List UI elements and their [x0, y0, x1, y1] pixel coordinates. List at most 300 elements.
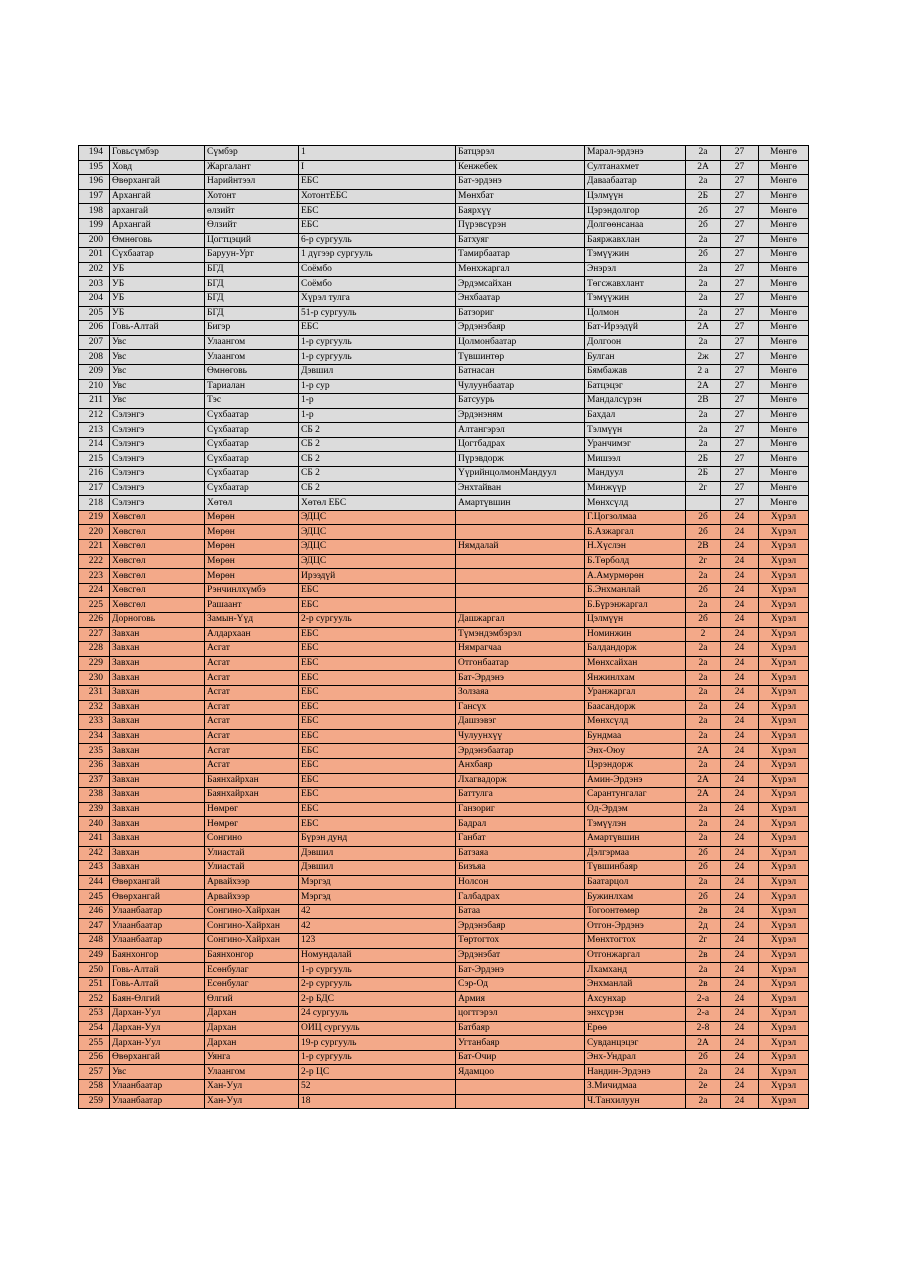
cell-aimag: Завхан	[110, 817, 205, 832]
cell-school: 51-р сургууль	[299, 306, 456, 321]
cell-teacher	[456, 569, 585, 584]
table-row	[79, 291, 809, 306]
cell-sum: Баянхонгор	[205, 948, 299, 963]
table-row	[79, 481, 809, 496]
cell-grade: 2а	[686, 700, 721, 715]
cell-grade: 2а	[686, 598, 721, 613]
cell-grade: 2-а	[686, 992, 721, 1007]
cell-student: Нандин-Эрдэнэ	[585, 1065, 686, 1080]
cell-aimag: Сэлэнгэ	[110, 452, 205, 467]
cell-number: 206	[79, 321, 110, 336]
cell-score: 24	[721, 525, 759, 540]
cell-teacher: цогтгэрэл	[456, 1007, 585, 1022]
cell-student: Төгсжавхлант	[585, 277, 686, 292]
cell-student: Н.Хүслэн	[585, 540, 686, 555]
cell-aimag: Завхан	[110, 802, 205, 817]
cell-aimag: Хөвсгөл	[110, 525, 205, 540]
cell-teacher: Чулуунбаатар	[456, 379, 585, 394]
cell-number: 211	[79, 394, 110, 409]
cell-score: 27	[721, 364, 759, 379]
cell-teacher: Анхбаяр	[456, 758, 585, 773]
cell-student: Б.Бүрэнжаргал	[585, 598, 686, 613]
cell-school: 123	[299, 934, 456, 949]
cell-sum: Өлзийт	[205, 218, 299, 233]
cell-medal: Мөнгө	[759, 496, 809, 511]
cell-number: 234	[79, 729, 110, 744]
table-row	[79, 189, 809, 204]
cell-student: Энх-Ундрал	[585, 1050, 686, 1065]
cell-teacher: Отгонбаатар	[456, 656, 585, 671]
cell-number: 196	[79, 175, 110, 190]
cell-sum: БГД	[205, 277, 299, 292]
cell-grade: 2Б	[686, 189, 721, 204]
cell-grade: 2а	[686, 335, 721, 350]
cell-grade: 2г	[686, 934, 721, 949]
cell-aimag: Сүхбаатар	[110, 248, 205, 263]
cell-student: Энх-Оюу	[585, 744, 686, 759]
cell-student: Мөнхсайхан	[585, 656, 686, 671]
cell-medal: Хүрэл	[759, 525, 809, 540]
cell-number: 219	[79, 510, 110, 525]
cell-student: Батцэцэг	[585, 379, 686, 394]
cell-grade: 2а	[686, 408, 721, 423]
cell-score: 24	[721, 802, 759, 817]
cell-number: 224	[79, 583, 110, 598]
table-row	[79, 613, 809, 628]
cell-aimag: Өмнөговь	[110, 233, 205, 248]
cell-score: 24	[721, 642, 759, 657]
table-row	[79, 467, 809, 482]
cell-sum: Есөнбулаг	[205, 963, 299, 978]
cell-aimag: Завхан	[110, 656, 205, 671]
cell-school: Мэргэд	[299, 875, 456, 890]
cell-number: 252	[79, 992, 110, 1007]
cell-number: 215	[79, 452, 110, 467]
cell-teacher: Нямдалай	[456, 540, 585, 555]
table-row	[79, 554, 809, 569]
cell-grade: 2в	[686, 948, 721, 963]
cell-sum: Цогтцэций	[205, 233, 299, 248]
cell-grade: 2а	[686, 262, 721, 277]
cell-school: 18	[299, 1094, 456, 1109]
cell-aimag: архангай	[110, 204, 205, 219]
table-row	[79, 277, 809, 292]
table-row	[79, 525, 809, 540]
cell-school: СБ 2	[299, 452, 456, 467]
cell-teacher: Батаа	[456, 904, 585, 919]
cell-grade: 2а	[686, 423, 721, 438]
cell-student: Султанахмет	[585, 160, 686, 175]
table-row	[79, 671, 809, 686]
cell-number: 223	[79, 569, 110, 584]
cell-teacher	[456, 1080, 585, 1095]
cell-teacher: Мөнхжаргал	[456, 262, 585, 277]
table-row	[79, 831, 809, 846]
cell-teacher: Баттулга	[456, 788, 585, 803]
cell-number: 198	[79, 204, 110, 219]
cell-teacher: Батцэрэл	[456, 146, 585, 161]
cell-school: Номундалай	[299, 948, 456, 963]
cell-sum: Арвайхээр	[205, 890, 299, 905]
cell-sum: Баруун-Урт	[205, 248, 299, 263]
cell-student: Баасандорж	[585, 700, 686, 715]
cell-number: 254	[79, 1021, 110, 1036]
cell-grade: 2ж	[686, 350, 721, 365]
cell-school: Дэвшил	[299, 846, 456, 861]
cell-teacher: Бадрал	[456, 817, 585, 832]
cell-student: Б.Энхманлай	[585, 583, 686, 598]
cell-medal: Хүрэл	[759, 875, 809, 890]
cell-number: 247	[79, 919, 110, 934]
cell-number: 251	[79, 977, 110, 992]
table-row	[79, 977, 809, 992]
cell-medal: Хүрэл	[759, 510, 809, 525]
cell-medal: Хүрэл	[759, 1065, 809, 1080]
cell-teacher: Батбаяр	[456, 1021, 585, 1036]
cell-teacher: Бизъяа	[456, 861, 585, 876]
cell-score: 24	[721, 1050, 759, 1065]
cell-grade: 2а	[686, 875, 721, 890]
cell-medal: Хүрэл	[759, 963, 809, 978]
cell-school: СБ 2	[299, 481, 456, 496]
cell-number: 221	[79, 540, 110, 555]
cell-school: Хүрэл тулга	[299, 291, 456, 306]
cell-score: 27	[721, 408, 759, 423]
cell-grade: 2а	[686, 656, 721, 671]
cell-medal: Хүрэл	[759, 685, 809, 700]
cell-number: 207	[79, 335, 110, 350]
cell-aimag: Улаанбаатар	[110, 1094, 205, 1109]
cell-number: 240	[79, 817, 110, 832]
cell-grade: 2б	[686, 1050, 721, 1065]
cell-school: 2-р сургууль	[299, 977, 456, 992]
cell-student: Янжинлхам	[585, 671, 686, 686]
cell-medal: Мөнгө	[759, 423, 809, 438]
cell-score: 27	[721, 481, 759, 496]
cell-school: 2-р сургууль	[299, 613, 456, 628]
cell-student: Цэрэндолгор	[585, 204, 686, 219]
cell-school: 1-р сургууль	[299, 963, 456, 978]
cell-score: 27	[721, 160, 759, 175]
cell-aimag: Сэлэнгэ	[110, 496, 205, 511]
table-row	[79, 788, 809, 803]
cell-medal: Мөнгө	[759, 364, 809, 379]
table-row	[79, 423, 809, 438]
cell-teacher: Дашзэвэг	[456, 715, 585, 730]
cell-medal: Мөнгө	[759, 262, 809, 277]
cell-school: ЕБС	[299, 685, 456, 700]
table-row	[79, 248, 809, 263]
cell-number: 250	[79, 963, 110, 978]
cell-score: 27	[721, 496, 759, 511]
cell-sum: Сонгино-Хайрхан	[205, 919, 299, 934]
cell-sum: Хан-Уул	[205, 1080, 299, 1095]
cell-grade: 2а	[686, 175, 721, 190]
cell-aimag: Завхан	[110, 715, 205, 730]
cell-score: 24	[721, 1094, 759, 1109]
cell-school: ЕБС	[299, 802, 456, 817]
cell-number: 218	[79, 496, 110, 511]
cell-student: Отгонжаргал	[585, 948, 686, 963]
cell-medal: Хүрэл	[759, 890, 809, 905]
cell-grade: 2б	[686, 218, 721, 233]
cell-score: 24	[721, 846, 759, 861]
table-row	[79, 963, 809, 978]
cell-teacher: Баярхүү	[456, 204, 585, 219]
cell-medal: Хүрэл	[759, 656, 809, 671]
cell-sum: Есөнбулаг	[205, 977, 299, 992]
cell-medal: Хүрэл	[759, 627, 809, 642]
cell-teacher: Төртогтох	[456, 934, 585, 949]
cell-medal: Мөнгө	[759, 160, 809, 175]
cell-number: 241	[79, 831, 110, 846]
cell-medal: Мөнгө	[759, 481, 809, 496]
cell-aimag: Дархан-Уул	[110, 1036, 205, 1051]
cell-medal: Мөнгө	[759, 306, 809, 321]
cell-aimag: Улаанбаатар	[110, 1080, 205, 1095]
cell-sum: Баянхайрхан	[205, 788, 299, 803]
table-row	[79, 379, 809, 394]
cell-score: 24	[721, 1036, 759, 1051]
cell-medal: Хүрэл	[759, 700, 809, 715]
cell-medal: Мөнгө	[759, 277, 809, 292]
cell-aimag: УБ	[110, 306, 205, 321]
cell-sum: Улиастай	[205, 846, 299, 861]
cell-student: Номинжин	[585, 627, 686, 642]
cell-grade: 2б	[686, 510, 721, 525]
cell-number: 236	[79, 758, 110, 773]
cell-teacher: Ядамцоо	[456, 1065, 585, 1080]
cell-aimag: Хөвсгөл	[110, 554, 205, 569]
cell-school: ЕБС	[299, 671, 456, 686]
cell-score: 24	[721, 700, 759, 715]
table-row	[79, 175, 809, 190]
cell-number: 255	[79, 1036, 110, 1051]
cell-medal: Хүрэл	[759, 846, 809, 861]
cell-teacher: Батхуяг	[456, 233, 585, 248]
cell-grade: 2Б	[686, 467, 721, 482]
cell-grade	[686, 496, 721, 511]
cell-grade: 2а	[686, 306, 721, 321]
cell-grade: 2а	[686, 291, 721, 306]
cell-number: 199	[79, 218, 110, 233]
cell-teacher: Түвшинтөр	[456, 350, 585, 365]
cell-number: 213	[79, 423, 110, 438]
table-row	[79, 904, 809, 919]
cell-number: 257	[79, 1065, 110, 1080]
cell-number: 226	[79, 613, 110, 628]
cell-aimag: Улаанбаатар	[110, 919, 205, 934]
cell-sum: Асгат	[205, 744, 299, 759]
cell-sum: Бигэр	[205, 321, 299, 336]
cell-medal: Хүрэл	[759, 729, 809, 744]
cell-aimag: Говь-Алтай	[110, 977, 205, 992]
cell-score: 24	[721, 729, 759, 744]
cell-student: Од-Эрдэм	[585, 802, 686, 817]
cell-score: 24	[721, 934, 759, 949]
table-row	[79, 642, 809, 657]
cell-aimag: Завхан	[110, 685, 205, 700]
cell-number: 242	[79, 846, 110, 861]
cell-school: 1	[299, 146, 456, 161]
cell-teacher: Эрдэнэням	[456, 408, 585, 423]
cell-score: 27	[721, 204, 759, 219]
cell-student: Мөнхтогтох	[585, 934, 686, 949]
cell-aimag: Увс	[110, 335, 205, 350]
cell-score: 24	[721, 1080, 759, 1095]
cell-grade: 2а	[686, 233, 721, 248]
cell-teacher: Нямрагчаа	[456, 642, 585, 657]
cell-medal: Хүрэл	[759, 1021, 809, 1036]
cell-number: 217	[79, 481, 110, 496]
cell-school: 19-р сургууль	[299, 1036, 456, 1051]
cell-teacher: Эрдэнэбаяр	[456, 321, 585, 336]
cell-grade: 2г	[686, 481, 721, 496]
cell-school: ЭДЦС	[299, 525, 456, 540]
cell-grade: 2-8	[686, 1021, 721, 1036]
cell-sum: Сонгино-Хайрхан	[205, 934, 299, 949]
cell-grade: 2б	[686, 846, 721, 861]
cell-school: 1-р	[299, 408, 456, 423]
cell-teacher: Эрдэнэбат	[456, 948, 585, 963]
cell-score: 24	[721, 671, 759, 686]
cell-medal: Хүрэл	[759, 919, 809, 934]
cell-number: 197	[79, 189, 110, 204]
cell-aimag: Хөвсгөл	[110, 569, 205, 584]
cell-aimag: Завхан	[110, 729, 205, 744]
cell-grade: 2д	[686, 919, 721, 934]
cell-number: 233	[79, 715, 110, 730]
cell-grade: 2а	[686, 802, 721, 817]
cell-number: 200	[79, 233, 110, 248]
cell-sum: Баянхайрхан	[205, 773, 299, 788]
cell-school: 2-р ЦС	[299, 1065, 456, 1080]
table-row	[79, 656, 809, 671]
cell-medal: Хүрэл	[759, 598, 809, 613]
cell-school: 52	[299, 1080, 456, 1095]
cell-sum: Дархан	[205, 1021, 299, 1036]
cell-sum: Рэнчинлхүмбэ	[205, 583, 299, 598]
table-row	[79, 773, 809, 788]
cell-aimag: Архангай	[110, 189, 205, 204]
cell-school: 2-р БДС	[299, 992, 456, 1007]
cell-grade: 2а	[686, 569, 721, 584]
cell-grade: 2е	[686, 1080, 721, 1095]
cell-medal: Мөнгө	[759, 321, 809, 336]
cell-school: 1-р сургууль	[299, 350, 456, 365]
cell-student: Түвшинбаяр	[585, 861, 686, 876]
cell-score: 24	[721, 627, 759, 642]
cell-grade: 2а	[686, 437, 721, 452]
cell-student: Булган	[585, 350, 686, 365]
cell-teacher: ҮүрийнцолмонМандуул	[456, 467, 585, 482]
cell-student: Долгоон	[585, 335, 686, 350]
cell-score: 24	[721, 540, 759, 555]
cell-score: 27	[721, 423, 759, 438]
cell-sum: Мөрөн	[205, 540, 299, 555]
cell-number: 238	[79, 788, 110, 803]
cell-medal: Хүрэл	[759, 1050, 809, 1065]
cell-number: 248	[79, 934, 110, 949]
cell-sum: Нарийнтээл	[205, 175, 299, 190]
cell-grade: 2 а	[686, 364, 721, 379]
cell-grade: 2а	[686, 715, 721, 730]
cell-student: З.Мичидмаа	[585, 1080, 686, 1095]
cell-student: Амин-Эрдэнэ	[585, 773, 686, 788]
cell-sum: Хотонт	[205, 189, 299, 204]
cell-number: 212	[79, 408, 110, 423]
cell-school: Мэргэд	[299, 890, 456, 905]
cell-grade: 2в	[686, 904, 721, 919]
cell-school: ЕБС	[299, 204, 456, 219]
cell-sum: Улиастай	[205, 861, 299, 876]
cell-teacher	[456, 554, 585, 569]
table-row	[79, 394, 809, 409]
cell-number: 237	[79, 773, 110, 788]
cell-score: 24	[721, 656, 759, 671]
cell-score: 27	[721, 262, 759, 277]
table-row	[79, 875, 809, 890]
cell-aimag: Увс	[110, 394, 205, 409]
cell-number: 220	[79, 525, 110, 540]
cell-medal: Хүрэл	[759, 992, 809, 1007]
cell-number: 245	[79, 890, 110, 905]
cell-grade: 2А	[686, 788, 721, 803]
cell-student: Цэлмүүн	[585, 613, 686, 628]
cell-medal: Хүрэл	[759, 671, 809, 686]
cell-sum: БГД	[205, 291, 299, 306]
table-row	[79, 1021, 809, 1036]
cell-aimag: Завхан	[110, 788, 205, 803]
cell-score: 27	[721, 248, 759, 263]
cell-school: 42	[299, 919, 456, 934]
cell-medal: Хүрэл	[759, 715, 809, 730]
cell-school: ЭДЦС	[299, 540, 456, 555]
cell-aimag: Сэлэнгэ	[110, 481, 205, 496]
cell-school: ЕБС	[299, 656, 456, 671]
cell-school: 1 дүгээр сургууль	[299, 248, 456, 263]
cell-teacher: Золзаяа	[456, 685, 585, 700]
cell-medal: Хүрэл	[759, 1080, 809, 1095]
cell-teacher: Чулуунхүү	[456, 729, 585, 744]
table-row	[79, 758, 809, 773]
cell-sum: Алдархаан	[205, 627, 299, 642]
cell-teacher: Энхбаатар	[456, 291, 585, 306]
table-row	[79, 744, 809, 759]
cell-sum: Нөмрөг	[205, 802, 299, 817]
cell-teacher: Гансүх	[456, 700, 585, 715]
cell-aimag: Сэлэнгэ	[110, 467, 205, 482]
cell-score: 24	[721, 715, 759, 730]
cell-sum: Өлгий	[205, 992, 299, 1007]
cell-medal: Хүрэл	[759, 788, 809, 803]
cell-number: 239	[79, 802, 110, 817]
cell-student: Мандалсүрэн	[585, 394, 686, 409]
cell-grade: 2а	[686, 963, 721, 978]
cell-aimag: Завхан	[110, 700, 205, 715]
cell-score: 27	[721, 379, 759, 394]
table-row	[79, 408, 809, 423]
cell-sum: Сүмбэр	[205, 146, 299, 161]
table-row	[79, 335, 809, 350]
cell-score: 27	[721, 321, 759, 336]
cell-score: 24	[721, 890, 759, 905]
cell-number: 229	[79, 656, 110, 671]
cell-student: Бат-Ирээдүй	[585, 321, 686, 336]
cell-medal: Хүрэл	[759, 977, 809, 992]
cell-sum: Сонгино-Хайрхан	[205, 904, 299, 919]
cell-score: 24	[721, 569, 759, 584]
